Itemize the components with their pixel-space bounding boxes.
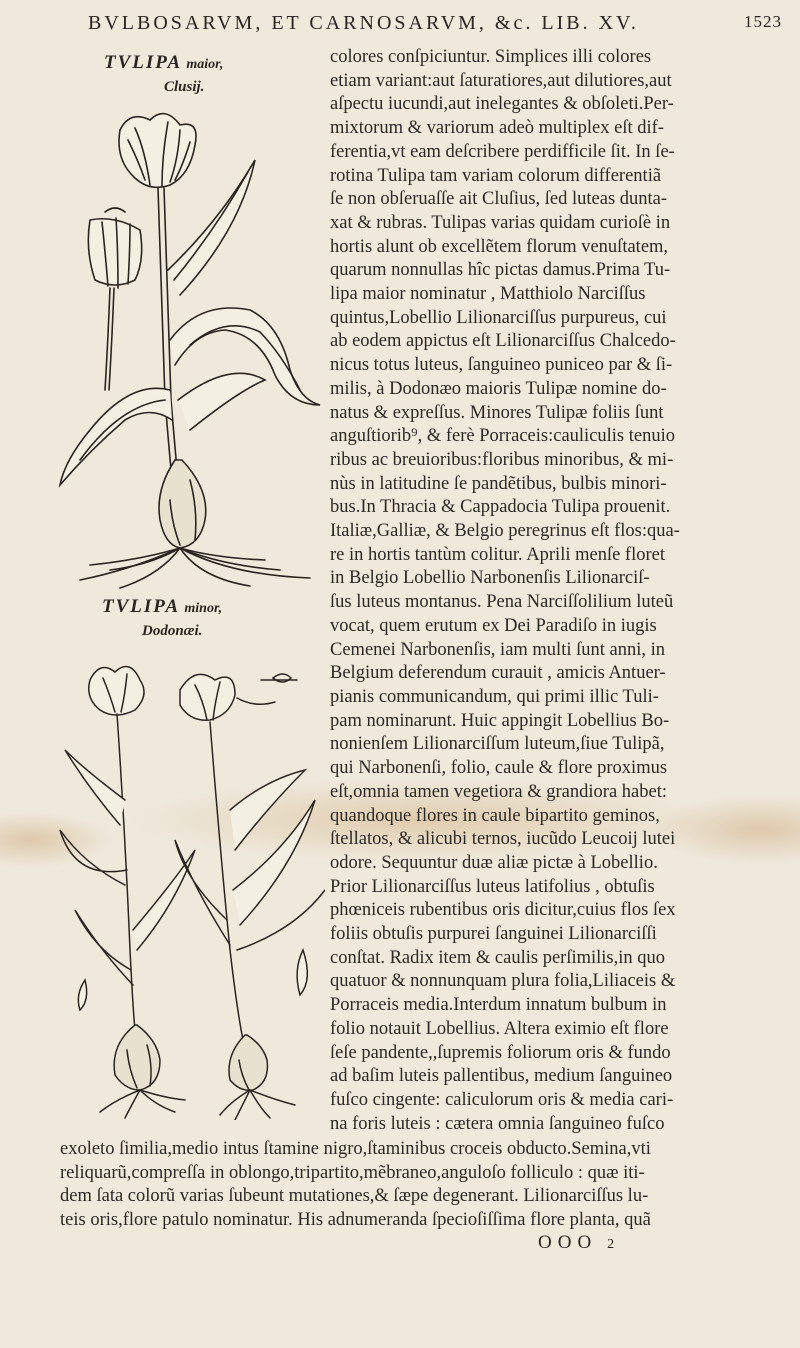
text-line: foliis obtuſis purpurei ſanguinei Lilionarciſſi bbox=[330, 924, 657, 945]
text-line: ſe non obſeruaſſe ait Cluſius, ſed luteas dunta- bbox=[330, 189, 668, 210]
tulipa-minor-illustration bbox=[55, 650, 325, 1120]
text-line: colores conſpiciuntur. Simplices illi colores bbox=[330, 47, 652, 67]
figure-1-qualifier: maior, bbox=[186, 57, 224, 72]
text-line: Porraceis media.Interdum innatum bulbum in bbox=[330, 995, 667, 1016]
figure-1-title: TVLIPA bbox=[104, 52, 183, 73]
text-line: etiam variant:aut ſaturatiores,aut dilutiores,aut bbox=[330, 70, 672, 91]
text-line: quatuor & nonnunquam plura folia,Liliaceis & bbox=[330, 971, 676, 992]
text-line: quarum nonnullas hîc pictas damus.Prima Tu- bbox=[330, 260, 671, 281]
text-line: ribus ac breuioribus:floribus minoribus, & mi- bbox=[330, 449, 674, 470]
text-line: lipa maior nominatur , Matthiolo Narciſſus bbox=[330, 284, 646, 305]
text-line: nicus totus luteus, ſanguineo puniceo par & ſi- bbox=[330, 355, 673, 376]
text-line: quintus,Lobellio Lilionarciſſus purpureus, cui bbox=[330, 307, 667, 328]
text-line: ſtellatos, & alicubi ternos, iucũdo Leucoij lutei bbox=[330, 829, 676, 850]
running-title: BVLBOSARVM, ET CARNOSARVM, &c. LIB. XV. bbox=[88, 12, 639, 34]
text-line: reliquarũ,compreſſa in oblongo,tripartito,mẽbraneo,anguloſo folliculo : quæ iti- bbox=[60, 1162, 645, 1183]
text-line: ad baſim luteis pallentibus, medium ſanguineo bbox=[330, 1066, 673, 1087]
text-line: teis oris,flore patulo nominatur. His adnumeranda ſpecioſiſſima flore planta, quã bbox=[60, 1209, 651, 1230]
text-line: ſeſe pandente,,ſupremis foliorum oris & fundo bbox=[330, 1042, 671, 1063]
tulipa-maior-illustration bbox=[50, 100, 330, 590]
figure-1-attribution: Clusij. bbox=[164, 79, 205, 95]
text-line: pam nominarunt. Huic appingit Lobellius Bo- bbox=[330, 710, 670, 731]
page-number: 1523 bbox=[744, 12, 782, 31]
text-line: Cemenei Narbonenſis, iam multi ſunt anni, in bbox=[330, 639, 665, 660]
text-line: anguſtiorib⁹, & ferè Porraceis:cauliculis tenuio bbox=[330, 426, 675, 447]
signature-mark bbox=[538, 1232, 614, 1254]
figure-2-attribution: Dodonæi. bbox=[142, 623, 203, 639]
text-line: nonienſem Lilionarciſſum luteum,ſiue Tulipã, bbox=[330, 734, 665, 755]
text-line: vocat, quem erutum ex Dei Paradiſo in iugis bbox=[330, 615, 657, 636]
text-line: odore. Sequuntur duæ aliæ pictæ à Lobellio. bbox=[330, 852, 658, 873]
text-line: fuſco cingente: caliculorum oris & media cari- bbox=[330, 1089, 674, 1110]
text-line: na foris luteis : cætera omnia ſanguineo fuſco bbox=[330, 1113, 665, 1134]
text-line: milis, à Dodonæo maioris Tulipæ nomine do- bbox=[330, 378, 667, 399]
text-line: Belgium deferendum curauit , amicis Antuer- bbox=[330, 663, 666, 684]
text-line: ſus luteus montanus. Pena Narciſſolilium luteũ bbox=[330, 592, 674, 613]
text-line: exoleto ſimilia,medio intus ſtamine nigro,ſtaminibus croceis obducto.Semina,vti bbox=[60, 1139, 651, 1159]
text-line: Italiæ,Galliæ, & Belgio peregrinus eſt flos:qua- bbox=[330, 521, 680, 542]
figure-caption-2 bbox=[102, 596, 222, 642]
text-line: eſt,omnia tamen vegetiora & grandiora habet: bbox=[330, 781, 667, 802]
text-line: hortis alunt ob excellẽtem florum venuſtatem, bbox=[330, 236, 669, 257]
running-header bbox=[88, 12, 788, 42]
text-line: re in hortis tantùm colitur. Aprili menſe floret bbox=[330, 544, 665, 565]
text-line: folio notauit Lobellius. Altera eximio eſt flore bbox=[330, 1018, 669, 1039]
text-line: ab eodem appictus eſt Lilionarciſſus Chalcedo- bbox=[330, 331, 676, 352]
signature-letters: OOO bbox=[538, 1232, 598, 1253]
full-width-text bbox=[60, 1138, 740, 1232]
text-line: mixtorum & variorum adeò multiplex eſt dif- bbox=[330, 118, 664, 139]
text-line: natus & expreſſus. Minores Tulipæ foliis ſunt bbox=[330, 402, 664, 423]
text-line: ferentia,vt eam deſcribere perdifficile ſit. In ſe- bbox=[330, 141, 675, 162]
text-column bbox=[330, 46, 710, 1136]
text-line: bus.In Thracia & Cappadocia Tulipa prouenit. bbox=[330, 497, 671, 518]
text-line: phœniceis rubentibus oris dicitur,cuius flos ſex bbox=[330, 900, 676, 921]
text-line: quandoque flores in caule bipartito geminos, bbox=[330, 805, 660, 826]
text-line: rotina Tulipa tam variam colorum differentiã bbox=[330, 165, 662, 186]
text-line: qui Narbonenſi, folio, caule & flore proximus bbox=[330, 758, 668, 779]
text-line: xat & rubras. Tulipas varias quidam curioſè in bbox=[330, 212, 671, 233]
text-line: nùs in latitudine ſe pandẽtibus, bulbis minori- bbox=[330, 473, 667, 494]
text-line: pianis communicandum, qui primi illic Tuli- bbox=[330, 686, 659, 707]
figure-2-qualifier: minor, bbox=[184, 601, 223, 616]
figure-caption-1 bbox=[104, 52, 223, 98]
text-line: in Belgio Lobellio Narbonenſis Lilionarciſ- bbox=[330, 568, 650, 589]
text-line: dem ſata colorũ varias ſubeunt mutationes,& ſæpe degenerant. Lilionarciſſus lu- bbox=[60, 1186, 649, 1206]
text-line: aſpectu iucundi,aut inelegantes & obſoleti.Per- bbox=[330, 94, 674, 115]
text-line: conſtat. Radix item & caulis perſimilis,in quo bbox=[330, 947, 666, 968]
figure-2-title: TVLIPA bbox=[102, 596, 181, 617]
text-line: Prior Lilionarciſſus luteus latifolius , obtuſis bbox=[330, 876, 655, 897]
signature-number: 2 bbox=[607, 1237, 615, 1252]
